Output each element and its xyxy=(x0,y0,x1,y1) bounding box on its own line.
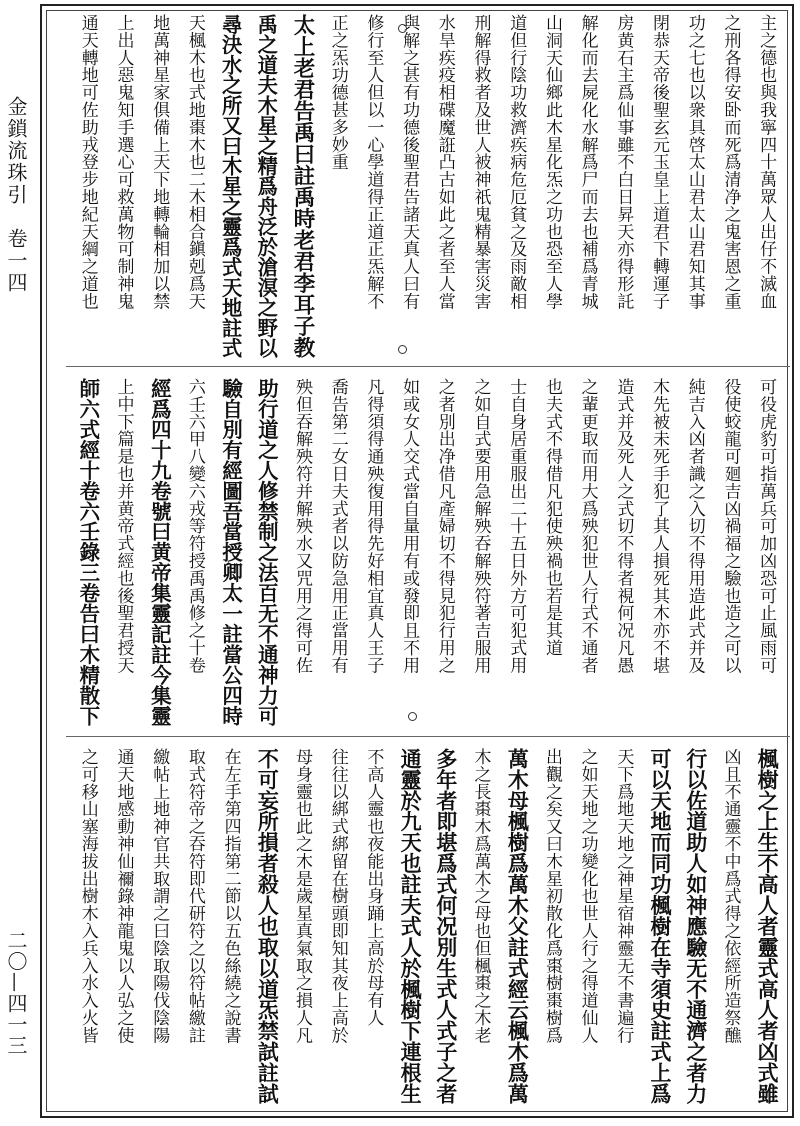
text-column: 殃但吞解殃符并解殃水又咒用之得可佐 xyxy=(292,378,312,674)
text-column: 楓樹之上生不高人者靈式高人者凶式雖 xyxy=(754,748,780,1104)
circle-mark xyxy=(398,24,407,33)
text-column: 助行道之人修禁制之法百无不通神力可 xyxy=(254,378,279,726)
text-column: 純吉入凶者識之入切不得用造此式并及 xyxy=(684,378,705,674)
text-column: 之者別出净借凡產婦切不得見犯行用之 xyxy=(434,378,455,674)
text-column: 水旱疾疫相碟魔誑凸古如此之者至人當 xyxy=(434,14,455,310)
panel-divider-1 xyxy=(66,366,790,367)
text-column: 取式符帝之吞符即代研符之以符帖繳註 xyxy=(184,748,205,1044)
text-column: 驗自別有經圖吾當授卿太一註當公四時 xyxy=(218,378,243,726)
text-column: 刑解得救者及世人被神祇鬼精暴害災害 xyxy=(470,14,491,310)
text-column: 六壬六甲八變六戎等符授禹禹修之十卷 xyxy=(184,378,205,674)
text-column: 道但行陰功救濟疾病危厄貧之及雨敵相 xyxy=(506,14,527,310)
text-column: 不高人靈也夜能出身踊上高於母有人 xyxy=(363,748,384,1027)
text-column: 往往以綁式綁留在樹頭即知其夜上高於 xyxy=(327,748,348,1044)
text-column: 行以佐道助人如神應驗无不通濟之者力 xyxy=(682,748,708,1104)
text-column: 凶且不通靈不中爲式得之依經所造祭醮 xyxy=(720,748,741,1044)
book-title-margin: 金鎖流珠引 卷一四 xyxy=(4,96,28,294)
text-column: 正之炁功德甚多妙重 xyxy=(327,14,348,171)
text-column: 役使蛟龍可廻吉凶禍福之驗也造之可以 xyxy=(720,378,741,674)
text-column: 地萬神星家俱備上天下地轉輪相加以禁 xyxy=(149,14,170,310)
text-column: 造式并及死人之式切不得者視何况凡愚 xyxy=(613,378,634,674)
text-column: 閉恭天帝後聖玄元玉皇上道君下轉運子 xyxy=(649,14,669,310)
circle-mark xyxy=(408,712,417,721)
text-column: 通天轉地可佐助戎登步地紀天綱之道也 xyxy=(77,14,98,310)
text-column: 不可妄所損者殺人也取以道炁禁試註試 xyxy=(254,748,280,1104)
text-column: 功之七也以衆具啓太山君太山君知其事 xyxy=(684,14,705,310)
text-column: 木先被未死手犯了其人損死其木亦不堪 xyxy=(649,378,669,674)
text-column: 木之長棗木爲萬木之母也但楓棗之木老 xyxy=(470,748,491,1044)
text-column: 太上老君告禹曰註禹時老君李耳子教 xyxy=(290,14,315,358)
text-column: 山洞天仙鄉此木星化炁之功也恐至人學 xyxy=(542,14,562,310)
text-column: 房黄石主爲仙事雖不白日昇天亦得形託 xyxy=(613,14,634,310)
text-column: 主之德也與我寧四十萬眾人出仔不滅血 xyxy=(756,14,777,310)
text-column: 多年者即堪爲式何况別生式人式子之者 xyxy=(432,748,458,1104)
text-column: 天楓木也式地棗木也二木相合鎭剋爲天 xyxy=(184,14,205,310)
text-column: 修行至人但以一心學道得正道正炁解不 xyxy=(363,14,384,310)
text-column: 凡得須得通殃復用得先好相宜真人王子 xyxy=(363,378,384,674)
text-column: 通天地感動神仙禰錄神龍鬼以人弘之使 xyxy=(113,748,134,1044)
text-column: 通靈於九天也註夫式人於楓樹下連根生 xyxy=(397,748,423,1104)
text-column: 解化而去屍化水解爲尸而去也補爲青城 xyxy=(577,14,598,310)
text-column: 喬告第二女日夫式者以防急用正當用有 xyxy=(327,378,348,674)
text-column: 萬木母楓樹爲萬木父註式經云楓木爲萬 xyxy=(504,748,530,1104)
text-column: 師六式經十卷六壬錄三卷告曰木精散下 xyxy=(75,378,100,726)
text-column: 士自身居重服出二十五日外方可犯式用 xyxy=(506,378,527,674)
text-column: 上出人惡鬼知手選心可救萬物可制神鬼 xyxy=(113,14,134,310)
circle-mark xyxy=(398,345,407,354)
text-column: 可以天地而同功楓樹在寺須史註式上爲 xyxy=(647,748,672,1104)
text-column: 也夫式不得借凡犯使殃禍也若是其道 xyxy=(542,378,562,657)
page-number-margin: 二〇—四一三 xyxy=(4,930,28,1056)
text-column: 出觀之矣又曰木星初散化爲棗樹棗樹爲 xyxy=(542,748,562,1044)
text-column: 禹之道夫木星之精爲舟泛於滄溟之野以 xyxy=(254,14,279,359)
text-column: 母身靈也此之木是歲星真氣取之損人凡 xyxy=(292,748,312,1044)
text-column: 之如自式要用急解殃吞解殃符著吉服用 xyxy=(470,378,491,674)
text-column: 上中下篇是也并黄帝式經也後聖君授天 xyxy=(113,378,134,674)
text-column: 經爲四十九卷號曰黄帝集靈記註今集靈 xyxy=(147,378,172,726)
text-column: 與解之甚有功德後聖君告諸天真人曰有 xyxy=(399,14,420,310)
text-column: 如或女人交式當自量用有或發即且不用 xyxy=(399,378,420,674)
panel-divider-2 xyxy=(66,736,790,737)
text-column: 之可移山塞海拔出樹木入兵入水入火皆 xyxy=(77,748,98,1044)
text-column: 天下爲地天地之神星宿神靈无不書遍行 xyxy=(613,748,634,1044)
text-column: 尋決水之所又曰木星之靈爲式天地註式 xyxy=(218,14,243,359)
text-column: 之輩更取而用大爲殃犯世人行式不通者 xyxy=(577,378,598,674)
text-column: 之刑各得安卧而死爲清净之鬼害恩之重 xyxy=(720,14,741,310)
text-column: 之如天地之功變化也世人行之得道仙人 xyxy=(577,748,598,1044)
text-column: 繳帖上地神官共取謂之曰陰取陽伐陰陽 xyxy=(149,748,170,1044)
text-column: 可役虎豹可指萬兵可加凶恐可止風雨可 xyxy=(756,378,777,674)
text-column: 在左手第四指第二節以五色絲繞之說書 xyxy=(220,748,241,1044)
